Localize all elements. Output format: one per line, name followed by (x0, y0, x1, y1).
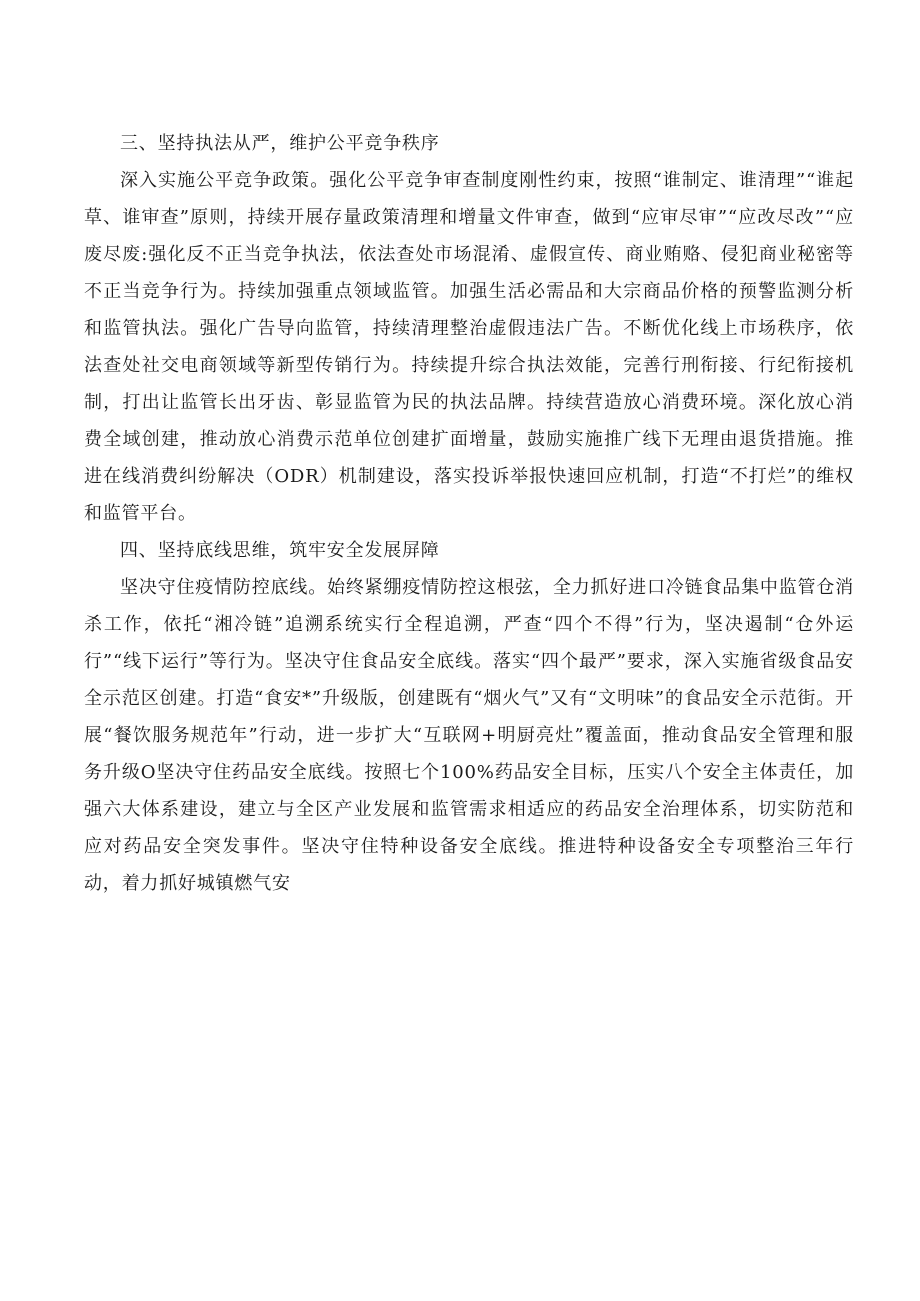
section-3-heading: 三、坚持执法从严，维护公平竞争秩序 (120, 133, 440, 154)
section-3-paragraph: 深入实施公平竞争政策。强化公平竞争审查制度刚性约束，按照“谁制定、谁清理”“谁起草、谁审查”原则，持续开展存量政策清理和增量文件审查，做到“应审尽审”“应改尽改”“应废尽废:强化反不正当竞争执法，依法查处市场混淆、虚假宣传、商业贿赂、侵犯商业秘密等不正当竞争行为。持续加强重点领域监管。加强生活必需品和大宗商品价格的预警监测分析和监管执法。强化广告导向监管，持续清理整治虚假违法广告。不断优化线上市场秩序，依法查处社交电商领域等新型传销行为。持续提升综合执法效能，完善行刑衔接、行纪衔接机制，打出让监管长出牙齿、彰显监管为民的执法品牌。持续营造放心消费环境。深化放心消费全域创建，推动放心消费示范单位创建扩面增量，鼓励实施推广线下无理由退货措施。推进在线消费纠纷解决（ODR）机制建设，落实投诉举报快速回应机制，打造“不打烂”的维权和监管平台。 (84, 170, 854, 524)
document-body (84, 125, 854, 902)
section-4-paragraph: 坚决守住疫情防控底线。始终紧绷疫情防控这根弦，全力抓好进口冷链食品集中监管仓消杀工作，依托“湘冷链”追溯系统实行全程追溯，严查“四个不得”行为，坚决遏制“仓外运行”“线下运行”等行为。坚决守住食品安全底线。落实“四个最严”要求，深入实施省级食品安全示范区创建。打造“食安*”升级版，创建既有“烟火气”又有“文明味”的食品安全示范街。开展“餐饮服务规范年”行动，进一步扩大“互联网+明厨亮灶”覆盖面，推动食品安全管理和服务升级O坚决守住药品安全底线。按照七个100%药品安全目标，压实八个安全主体责任，加强六大体系建设，建立与全区产业发展和监管需求相适应的药品安全治理体系，切实防范和应对药品安全突发事件。坚决守住特种设备安全底线。推进特种设备安全专项整治三年行动，着力抓好城镇燃气安 (84, 577, 854, 894)
section-4-heading: 四、坚持底线思维，筑牢安全发展屏障 (120, 540, 440, 561)
